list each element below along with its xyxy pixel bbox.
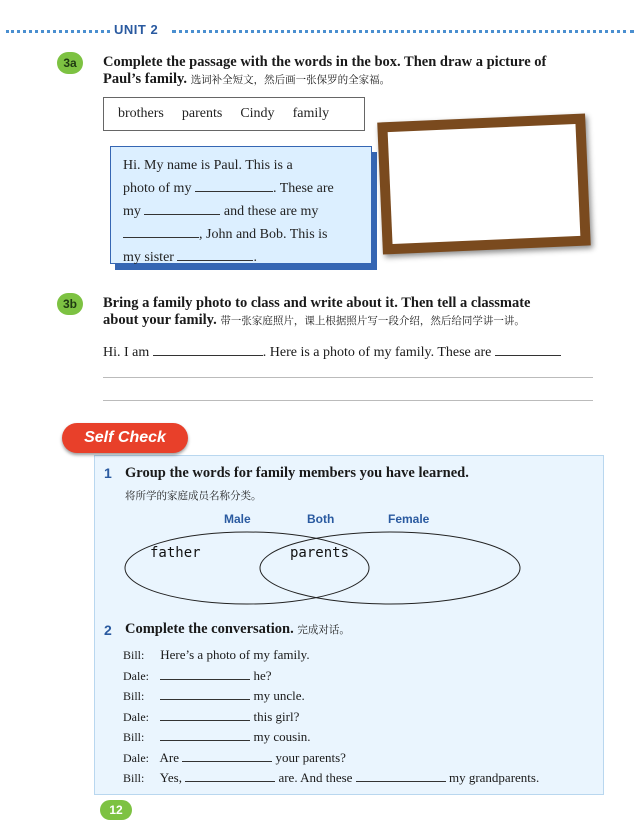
task-3a-instruction-cn: 选词补全短文，然后画一张保罗的全家福。: [190, 74, 391, 86]
speaker: Dale:: [123, 668, 149, 683]
item-2-instruction-cn: 完成对话。: [297, 624, 350, 636]
task-3a-instruction-line1: Complete the passage with the words in the box. Then draw a picture of: [103, 54, 547, 70]
dialogue-line: [123, 646, 593, 665]
task-3a-instruction-line2: [103, 71, 623, 89]
dialogue-text: this girl?: [253, 708, 300, 724]
answer-blank[interactable]: [153, 341, 263, 356]
answer-blank[interactable]: [182, 747, 272, 762]
word-box: [103, 97, 365, 131]
venn-diagram: [110, 522, 530, 612]
answer-blank[interactable]: [356, 767, 446, 782]
header-dotted-line-right: [172, 30, 634, 33]
passage-box: [110, 146, 372, 264]
picture-frame[interactable]: [377, 114, 591, 255]
passage-text: photo of my: [123, 181, 192, 196]
header-dotted-line-left: [6, 30, 110, 33]
task-3b-instruction: [103, 295, 623, 330]
dialogue-line: [123, 726, 593, 747]
writing-line-empty[interactable]: [103, 400, 593, 401]
word-box-item: Cindy: [240, 106, 275, 121]
dialogue-text: Are: [159, 749, 180, 765]
unit-title: UNIT 2: [114, 22, 159, 37]
venn-label-female: Female: [388, 512, 430, 526]
passage-line: Hi. My name is Paul. This is a: [123, 158, 293, 173]
venn-circle-male: [125, 532, 369, 604]
task-3b-text: . Here is a photo of my family. These are: [262, 345, 492, 360]
answer-blank[interactable]: [123, 223, 199, 238]
dialogue-line: [123, 747, 593, 768]
task-3b-text: Hi. I am: [103, 345, 150, 360]
answer-blank[interactable]: [195, 177, 273, 192]
speaker: Bill:: [123, 689, 145, 703]
passage-text: my sister: [123, 250, 174, 265]
venn-circle-female: [260, 532, 520, 604]
word-box-item: family: [292, 106, 330, 121]
answer-blank[interactable]: [160, 726, 250, 741]
passage-text: and these are my: [223, 204, 319, 219]
passage-text: my: [123, 204, 141, 219]
picture-frame-drawing-area[interactable]: [388, 124, 581, 244]
task-3b-writing-line: [103, 341, 561, 361]
dialogue-text: he?: [253, 667, 272, 683]
task-3b-instruction-line1: Bring a family photo to class and write about it. Then tell a classmate: [103, 295, 531, 311]
dialogue-text: your parents?: [275, 749, 346, 765]
conversation: [123, 646, 593, 788]
word-box-item: brothers: [118, 106, 164, 121]
answer-blank[interactable]: [185, 767, 275, 782]
answer-blank[interactable]: [160, 665, 250, 680]
self-check-title: Self Check: [62, 423, 188, 453]
passage-text: .: [253, 250, 257, 265]
dialogue-line: [123, 665, 593, 686]
writing-line-empty[interactable]: [103, 377, 593, 378]
passage-line: [123, 177, 359, 200]
item-2-instruction: [125, 621, 350, 638]
task-3b-instruction-line2: [103, 312, 623, 330]
passage-text: , John and Bob. This is: [199, 227, 328, 242]
dialogue-text: Here’s a photo of my family.: [160, 647, 310, 662]
task-3a-instruction-en: Paul’s family.: [103, 71, 188, 87]
answer-blank[interactable]: [160, 685, 250, 700]
speaker: Bill:: [123, 771, 145, 785]
venn-label-both: Both: [307, 512, 335, 526]
dialogue-line: [123, 767, 593, 788]
item-1-number: 1: [104, 465, 112, 481]
answer-blank[interactable]: [495, 341, 561, 356]
dialogue-text: my cousin.: [253, 729, 311, 744]
speaker: Dale:: [123, 709, 149, 724]
passage-line: [123, 223, 359, 246]
venn-handwritten-both[interactable]: parents: [290, 545, 350, 561]
dialogue-text: Yes,: [159, 770, 182, 785]
task-3a-instruction: [103, 54, 623, 89]
dialogue-line: [123, 685, 593, 706]
item-1-instruction-cn: 将所学的家庭成员名称分类。: [125, 490, 262, 502]
venn-handwritten-male[interactable]: father: [150, 545, 201, 561]
answer-blank[interactable]: [144, 200, 220, 215]
task-3b-instruction-en: about your family.: [103, 312, 217, 328]
venn-label-male: Male: [224, 512, 251, 526]
item-1-instruction: Group the words for family members you have learned.: [125, 465, 469, 481]
task-3b-instruction-cn: 带一张家庭照片，课上根据照片写一段介绍，然后给同学讲一讲。: [220, 315, 525, 327]
dialogue-text: are. And these: [278, 770, 353, 785]
speaker: Dale:: [123, 750, 149, 765]
speaker: Bill:: [123, 730, 145, 744]
dialogue-line: [123, 706, 593, 727]
item-2-instruction-en: Complete the conversation.: [125, 621, 294, 637]
task-3b-badge: 3b: [57, 293, 83, 315]
passage-line: [123, 200, 359, 223]
dialogue-text: my uncle.: [253, 688, 305, 703]
answer-blank[interactable]: [160, 706, 250, 721]
speaker: Bill:: [123, 648, 145, 662]
word-box-item: parents: [181, 106, 223, 121]
passage-line: [123, 246, 359, 269]
dialogue-text: my grandparents.: [448, 770, 540, 785]
passage-text: . These are: [272, 181, 334, 196]
task-3a-badge: 3a: [57, 52, 83, 74]
page-number: 12: [100, 800, 132, 820]
item-2-number: 2: [104, 622, 112, 638]
answer-blank[interactable]: [177, 246, 253, 261]
